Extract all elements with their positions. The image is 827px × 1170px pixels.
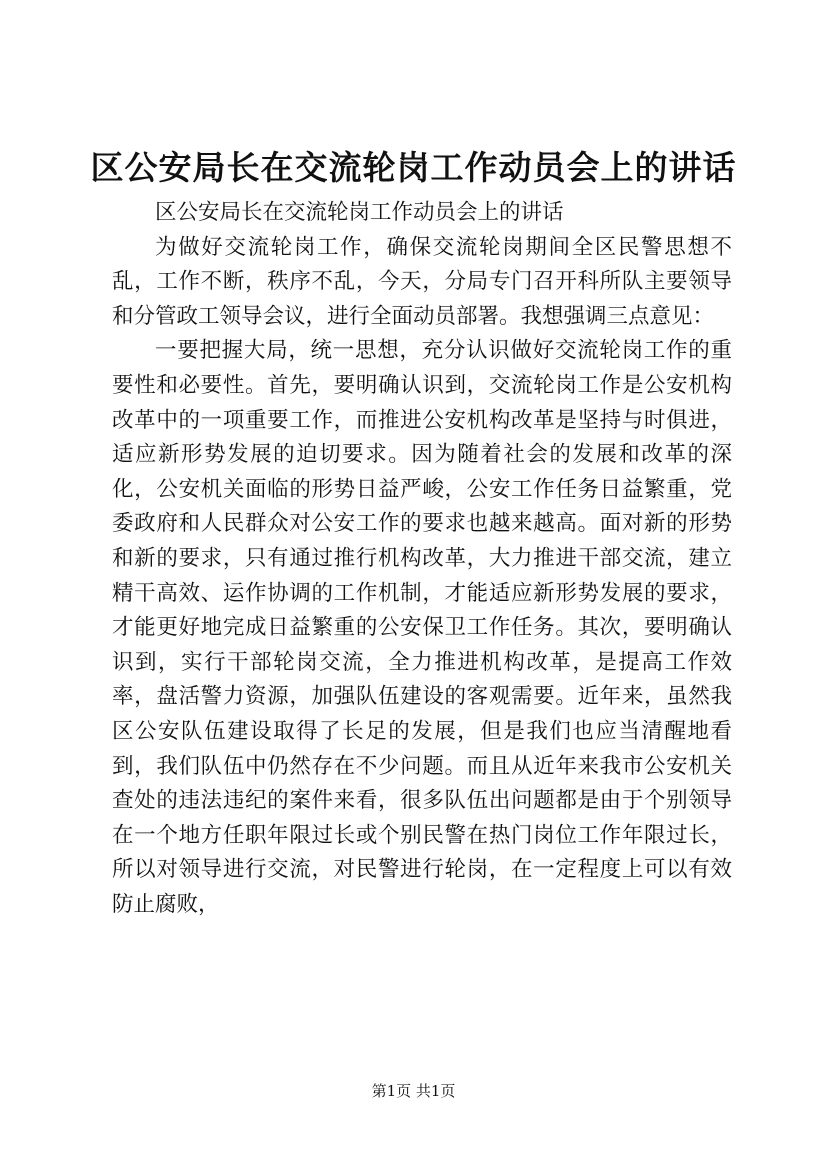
document-subtitle: 区公安局长在交流轮岗工作动员会上的讲话	[155, 200, 564, 225]
document-title: 区公安局长在交流轮岗工作动员会上的讲话	[90, 148, 737, 187]
document-body	[112, 196, 732, 922]
paragraph-intro: 为做好交流轮岗工作，确保交流轮岗期间全区民警思想不乱，工作不断，秩序不乱，今天，分局专门召开科所队主要领导和分管政工领导会议，进行全面动员部署。我想强调三点意见：	[112, 234, 732, 329]
page-number-footer: 第1页 共1页	[371, 1082, 456, 1100]
paragraph-point-one: 一要把握大局，统一思想，充分认识做好交流轮岗工作的重要性和必要性。首先，要明确认识到，交流轮岗工作是公安机构改革中的一项重要工作，而推进公安机构改革是坚持与时俱进，适应新形势发展的迫切要求。因为随着社会的发展和改革的深化，公安机关面临的形势日益严峻，公安工作任务日益繁重，党委政府和人民群众对公安工作的要求也越来越高。面对新的形势和新的要求，只有通过推行机构改革，大力推进干部交流，建立精干高效、运作协调的工作机制，才能适应新形势发展的要求，才能更好地完成日益繁重的公安保卫工作任务。其次，要明确认识到，实行干部轮岗交流，全力推进机构改革，是提高工作效率，盘活警力资源，加强队伍建设的客观需要。近年来，虽然我区公安队伍建设取得了长足的发展，但是我们也应当清醒地看到，我们队伍中仍然存在不少问题。而且从近年来我市公安机关查处的违法违纪的案件来看，很多队伍出问题都是由于个别领导在一个地方任职年限过长或个别民警在热门岗位工作年限过长，所以对领导进行交流，对民警进行轮岗，在一定程度上可以有效防止腐败，	[112, 338, 732, 917]
